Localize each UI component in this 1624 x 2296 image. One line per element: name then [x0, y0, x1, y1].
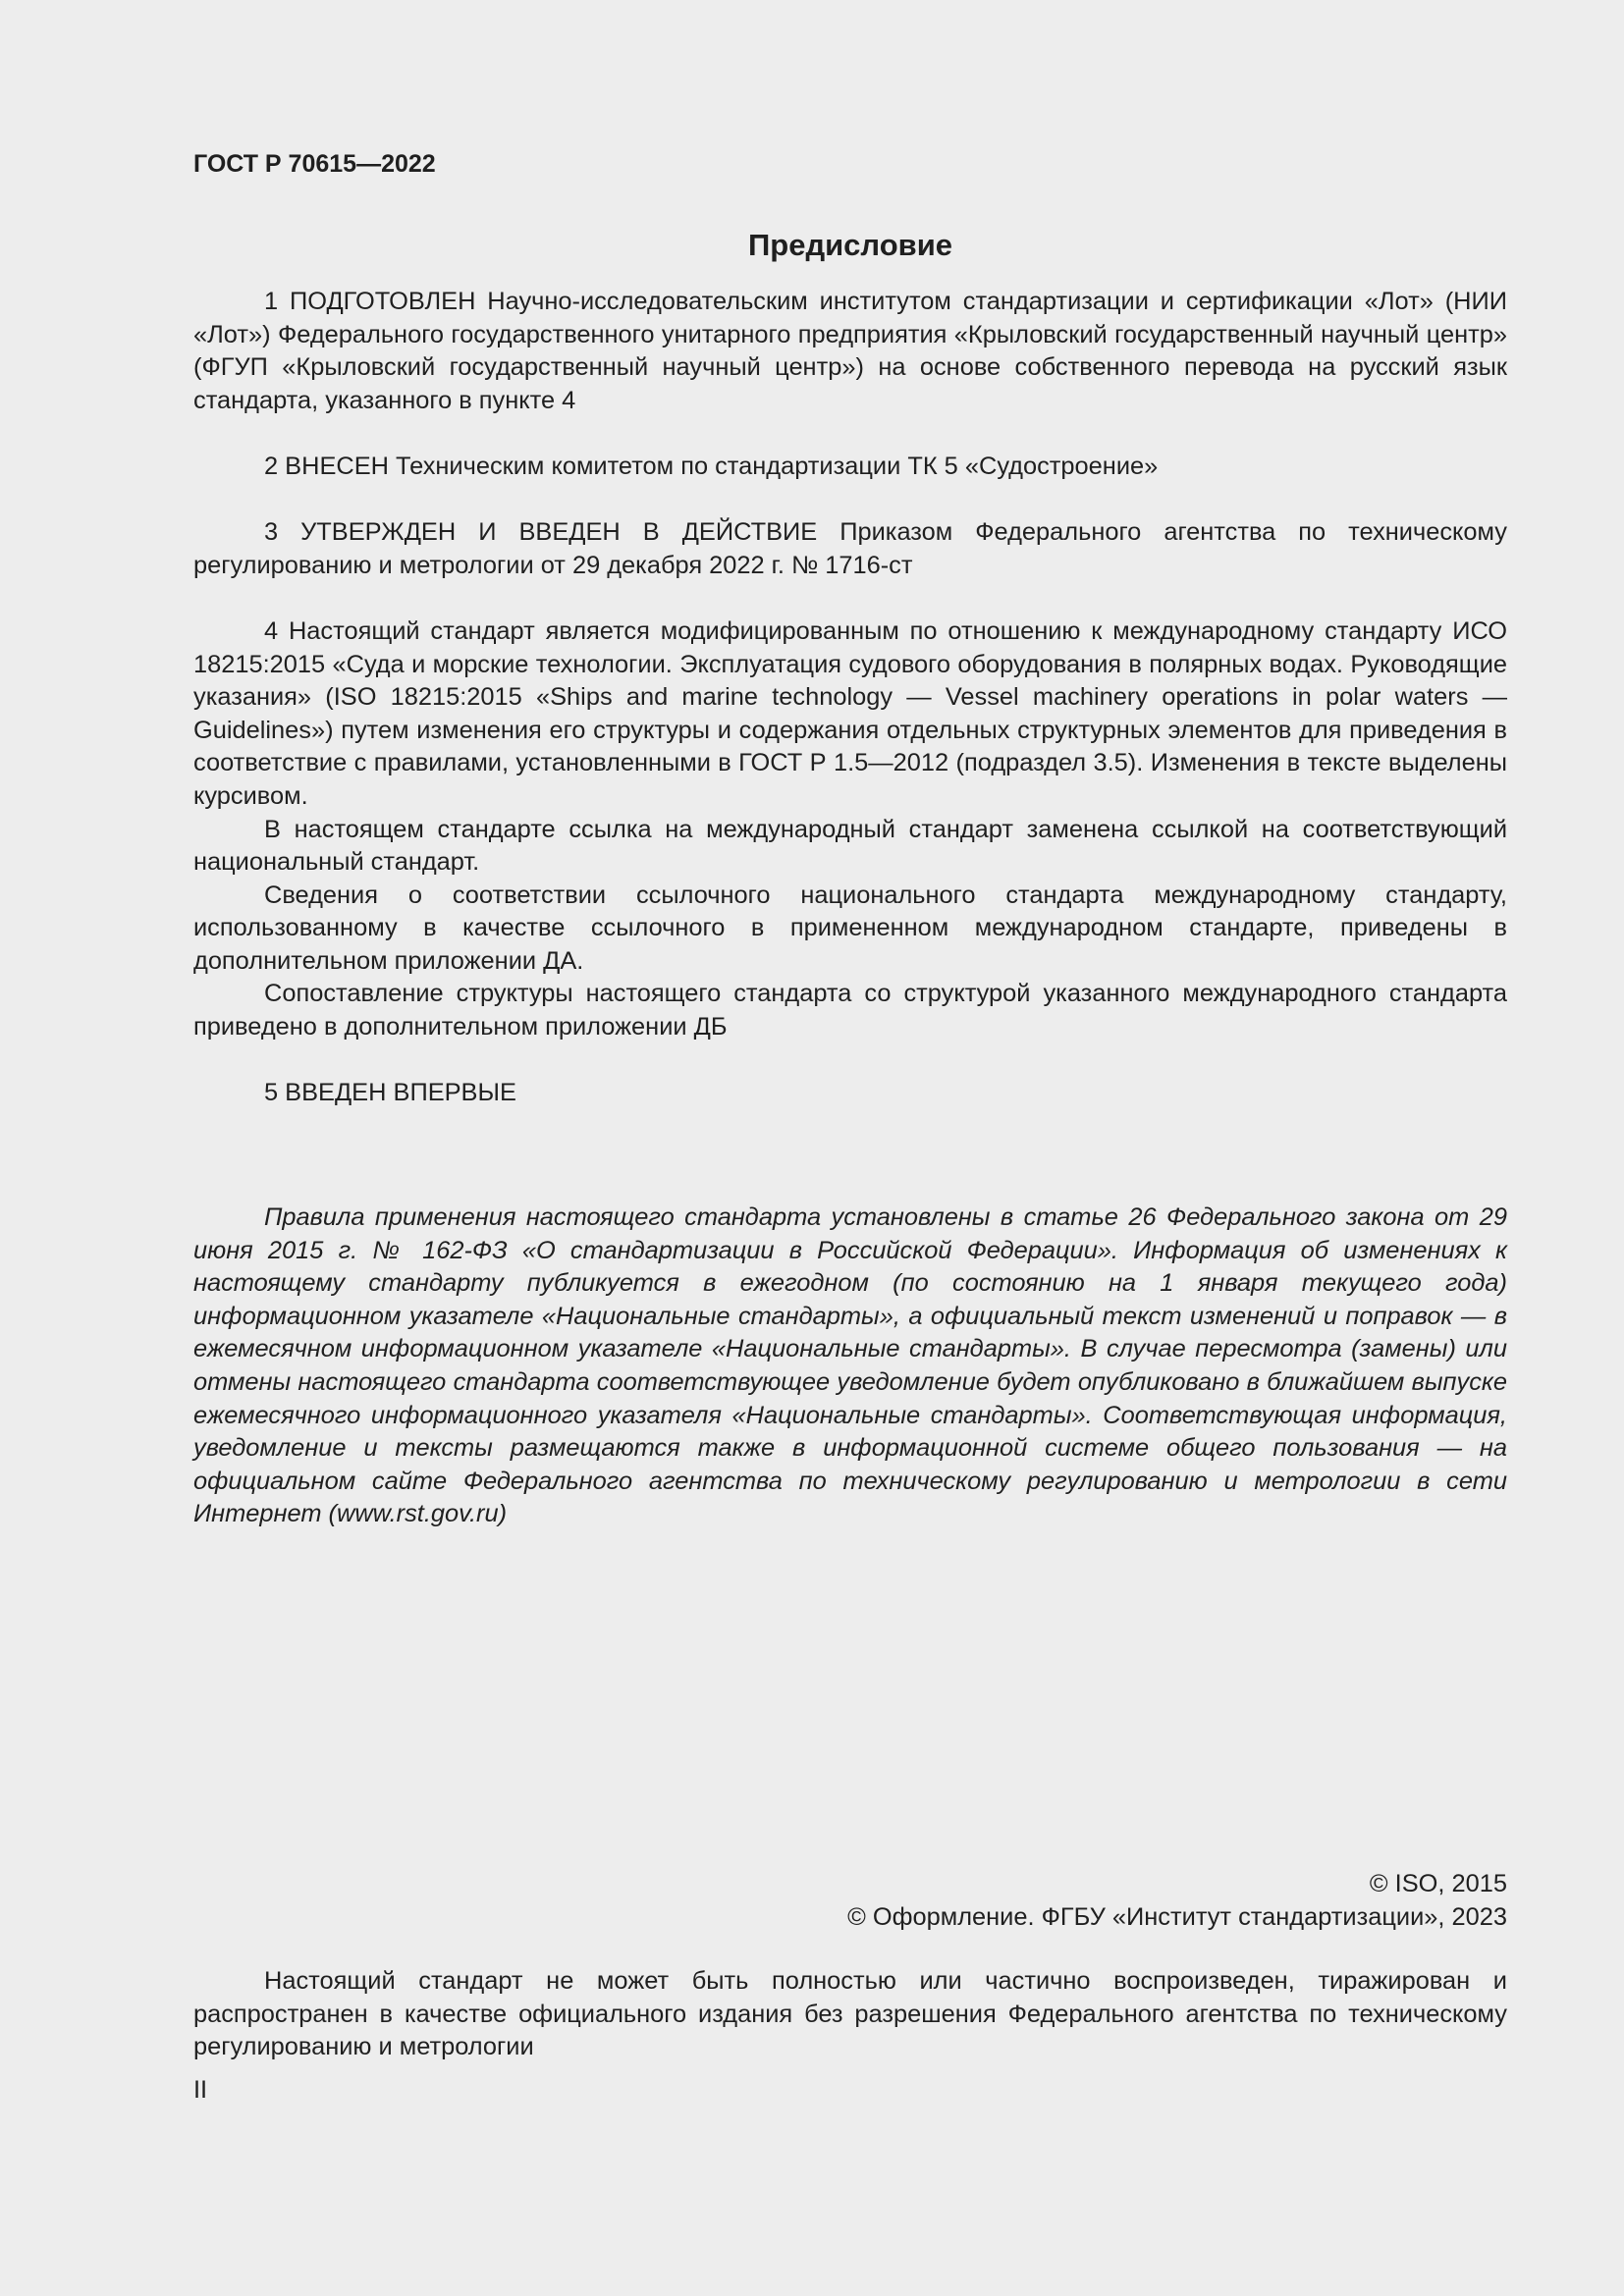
page-number: II: [193, 2076, 208, 2104]
reproduction-notice: [193, 1965, 1507, 2064]
item-4-modification: 4 Настоящий стандарт является модифицированным по отношению к международному стандарту ИСО 18215:2015 «Суда и морские технологии. Эксплуатация судового оборудования в полярных водах. Руководящие указания» (ISO 18215:2015 «Ships and marine technology — Vessel machinery operations in polar waters — Guidelines») путем изменения его структуры и содержания отдельных структурных элементов для приведения в соответствие с правилами, установленными в ГОСТ Р 1.5—2012 (подраздел 3.5). Изменения в тексте выделены курсивом.: [193, 616, 1507, 810]
copyright-iso: © ISO, 2015: [1369, 1870, 1507, 1897]
reproduction-text: Настоящий стандарт не может быть полностью или частично воспроизведен, тиражирован и распространен в качестве официального издания без разрешения Федерального агентства по техническому регулированию и метрологии: [193, 1967, 1507, 2061]
document-code: ГОСТ Р 70615—2022: [193, 150, 436, 178]
item-3-approved: 3 УТВЕРЖДЕН И ВВЕДЕН В ДЕЙСТВИЕ Приказом Федерального агентства по техническому регулированию и метрологии от 29 декабря 2022 г. № 1716-ст: [193, 518, 1507, 579]
item-1-prepared: 1 ПОДГОТОВЛЕН Научно-исследовательским институтом стандартизации и сертификации «Лот» (НИИ «Лот») Федерального государственного унитарного предприятия «Крыловский государственный научный центр» (ФГУП «Крыловский государственный научный центр») на основе собственного перевода на русский язык стандарта, указанного в пункте 4: [193, 288, 1507, 414]
preface-body: [193, 286, 1507, 1110]
item-4-reference-note: В настоящем стандарте ссылка на международный стандарт заменена ссылкой на соответствующий национальный стандарт.: [193, 815, 1507, 877]
copyright-design: © Оформление. ФГБУ «Институт стандартизации», 2023: [847, 1902, 1507, 1931]
page-title: Предисловие: [747, 228, 952, 262]
item-4-appendix-da-note: Сведения о соответствии ссылочного национального стандарта международному стандарту, использованному в качестве ссылочного в примененном международном стандарте, приведены в дополнительном приложении ДА.: [193, 881, 1507, 975]
item-4-appendix-db-note: Сопоставление структуры настоящего стандарта со структурой указанного международного стандарта приведено в дополнительном приложении ДБ: [193, 980, 1507, 1041]
item-2-introduced: 2 ВНЕСЕН Техническим комитетом по стандартизации ТК 5 «Судостроение»: [264, 452, 1159, 480]
document-page: [193, 0, 1507, 2296]
item-5-first-introduced: 5 ВВЕДЕН ВПЕРВЫЕ: [264, 1079, 516, 1107]
application-rules-notice: [193, 1201, 1507, 1531]
notice-text: Правила применения настоящего стандарта установлены в статье 26 Федерального закона от 29 июня 2015 г. № 162-ФЗ «О стандартизации в Российской Федерации». Информация об изменениях к настоящему стандарту публикуется в ежегодном (по состоянию на 1 января текущего года) информационном указателе «Национальные стандарты», а официальный текст изменений и поправок — в ежемесячном информационном указателе «Национальные стандарты». В случае пересмотра (замены) или отмены настоящего стандарта соответствующее уведомление будет опубликовано в ближайшем выпуске ежемесячного информационного указателя «Национальные стандарты». Соответствующая информация, уведомление и тексты размещаются также в информационной системе общего пользования — на официальном сайте Федерального агентства по техническому регулированию и метрологии в сети Интернет (www.rst.gov.ru): [193, 1203, 1507, 1528]
copyright-block: [193, 1868, 1507, 1934]
